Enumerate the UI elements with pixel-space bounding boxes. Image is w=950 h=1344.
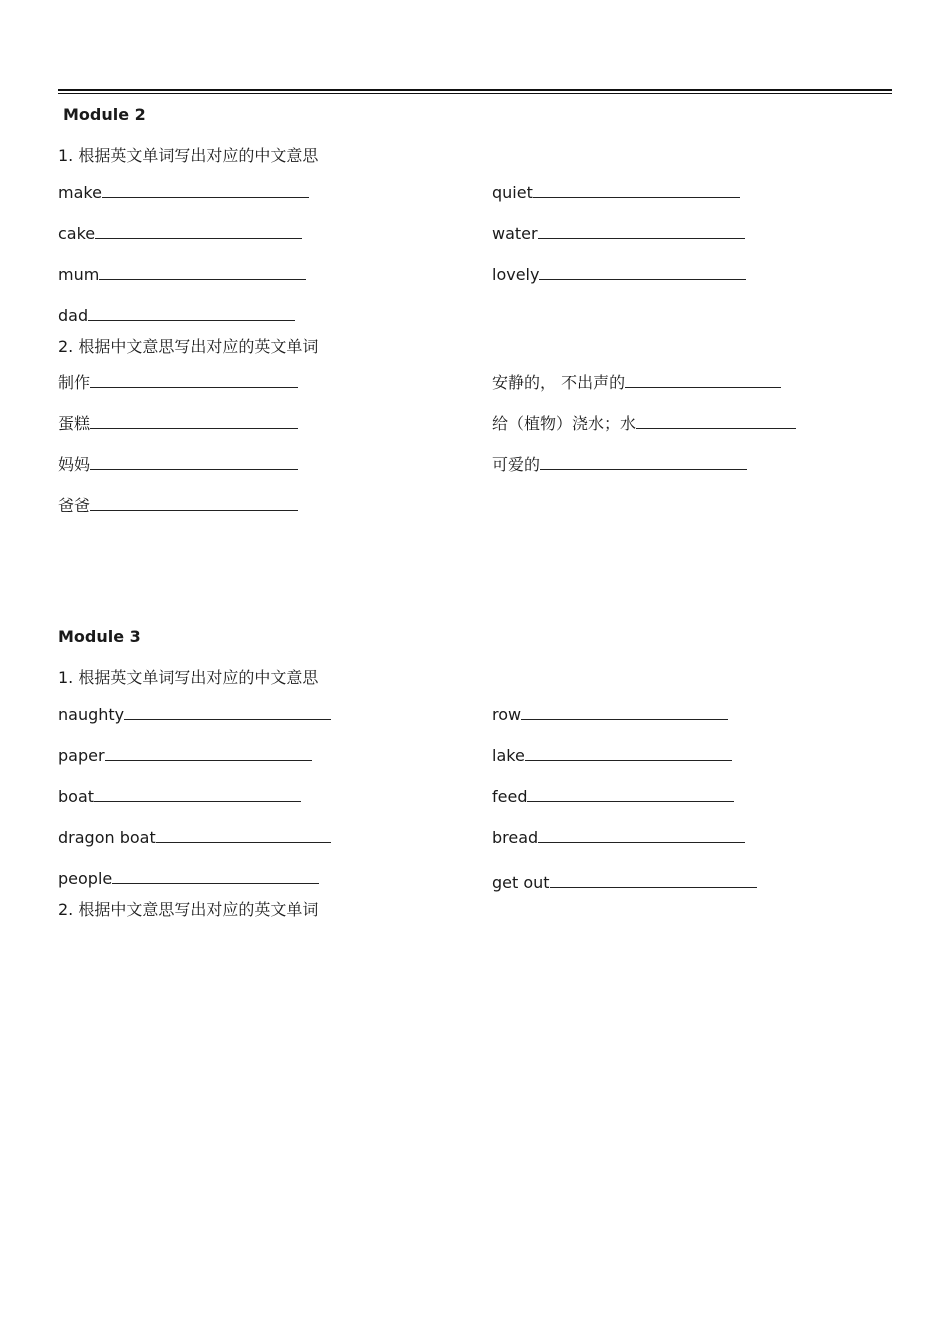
vocab-word: people [58, 869, 113, 888]
answer-blank[interactable] [90, 386, 298, 388]
vocab-item [58, 496, 298, 516]
vocab-word: dad [58, 306, 89, 325]
answer-blank[interactable] [99, 278, 306, 280]
vocab-item [58, 746, 312, 766]
answer-blank[interactable] [540, 468, 747, 470]
answer-blank[interactable] [625, 386, 781, 388]
module-3-part1-heading: 1. 根据英文单词写出对应的中文意思 [58, 668, 319, 687]
vocab-word: 蛋糕 [58, 414, 91, 433]
answer-blank[interactable] [550, 886, 757, 888]
vocab-item [58, 306, 295, 326]
vocab-item [58, 869, 319, 889]
answer-blank[interactable] [95, 237, 302, 239]
vocab-item [58, 224, 302, 244]
vocab-word: lovely [492, 265, 540, 284]
answer-blank[interactable] [525, 759, 732, 761]
vocab-item [492, 787, 734, 807]
answer-blank[interactable] [102, 196, 309, 198]
vocab-item [492, 373, 781, 393]
vocab-word: mum [58, 265, 100, 284]
module-2-part1-heading: 1. 根据英文单词写出对应的中文意思 [58, 146, 319, 165]
vocab-item [492, 828, 745, 848]
vocab-word: cake [58, 224, 96, 243]
answer-blank[interactable] [90, 509, 298, 511]
answer-blank[interactable] [90, 427, 298, 429]
vocab-word: naughty [58, 705, 125, 724]
vocab-item [492, 414, 796, 434]
header-rule-thin [58, 93, 892, 94]
answer-blank[interactable] [521, 718, 728, 720]
vocab-item [492, 183, 740, 203]
vocab-item [58, 787, 301, 807]
answer-blank[interactable] [105, 759, 312, 761]
vocab-word: get out [492, 873, 550, 892]
answer-blank[interactable] [527, 800, 734, 802]
vocab-item [492, 265, 746, 285]
answer-blank[interactable] [533, 196, 740, 198]
answer-blank[interactable] [94, 800, 301, 802]
vocab-word: dragon boat [58, 828, 156, 847]
module-3-part2-heading: 2. 根据中文意思写出对应的英文单词 [58, 900, 319, 919]
answer-blank[interactable] [90, 468, 298, 470]
vocab-item [58, 183, 309, 203]
header-rule-thick [58, 89, 892, 91]
vocab-word: row [492, 705, 522, 724]
vocab-word: bread [492, 828, 539, 847]
vocab-word: quiet [492, 183, 533, 202]
vocab-item [58, 455, 298, 475]
module-2-title: Module 2 [63, 105, 146, 124]
vocab-item [58, 373, 298, 393]
vocab-word: water [492, 224, 538, 243]
vocab-word: 给（植物）浇水；水 [492, 414, 637, 433]
answer-blank[interactable] [88, 319, 295, 321]
answer-blank[interactable] [538, 237, 745, 239]
answer-blank[interactable] [538, 841, 745, 843]
vocab-item [492, 705, 728, 725]
vocab-word: paper [58, 746, 105, 765]
vocab-item [492, 873, 757, 893]
answer-blank[interactable] [539, 278, 746, 280]
vocab-item [492, 746, 732, 766]
vocab-word: make [58, 183, 102, 202]
vocab-word: 可爱的 [492, 455, 541, 474]
vocab-item [58, 265, 306, 285]
vocab-word: 妈妈 [58, 455, 91, 474]
vocab-word: 制作 [58, 373, 91, 392]
vocab-item [58, 705, 331, 725]
vocab-word: feed [492, 787, 528, 806]
vocab-item [492, 224, 745, 244]
answer-blank[interactable] [124, 718, 331, 720]
vocab-word: lake [492, 746, 525, 765]
vocab-word: 爸爸 [58, 496, 91, 515]
answer-blank[interactable] [156, 841, 331, 843]
answer-blank[interactable] [636, 427, 796, 429]
answer-blank[interactable] [112, 882, 319, 884]
vocab-item [58, 828, 331, 848]
vocab-item [58, 414, 298, 434]
module-3-title: Module 3 [58, 627, 141, 646]
vocab-word: boat [58, 787, 95, 806]
vocab-word: 安静的， 不出声的 [492, 373, 626, 392]
vocab-item [492, 455, 747, 475]
module-2-part2-heading: 2. 根据中文意思写出对应的英文单词 [58, 337, 319, 356]
